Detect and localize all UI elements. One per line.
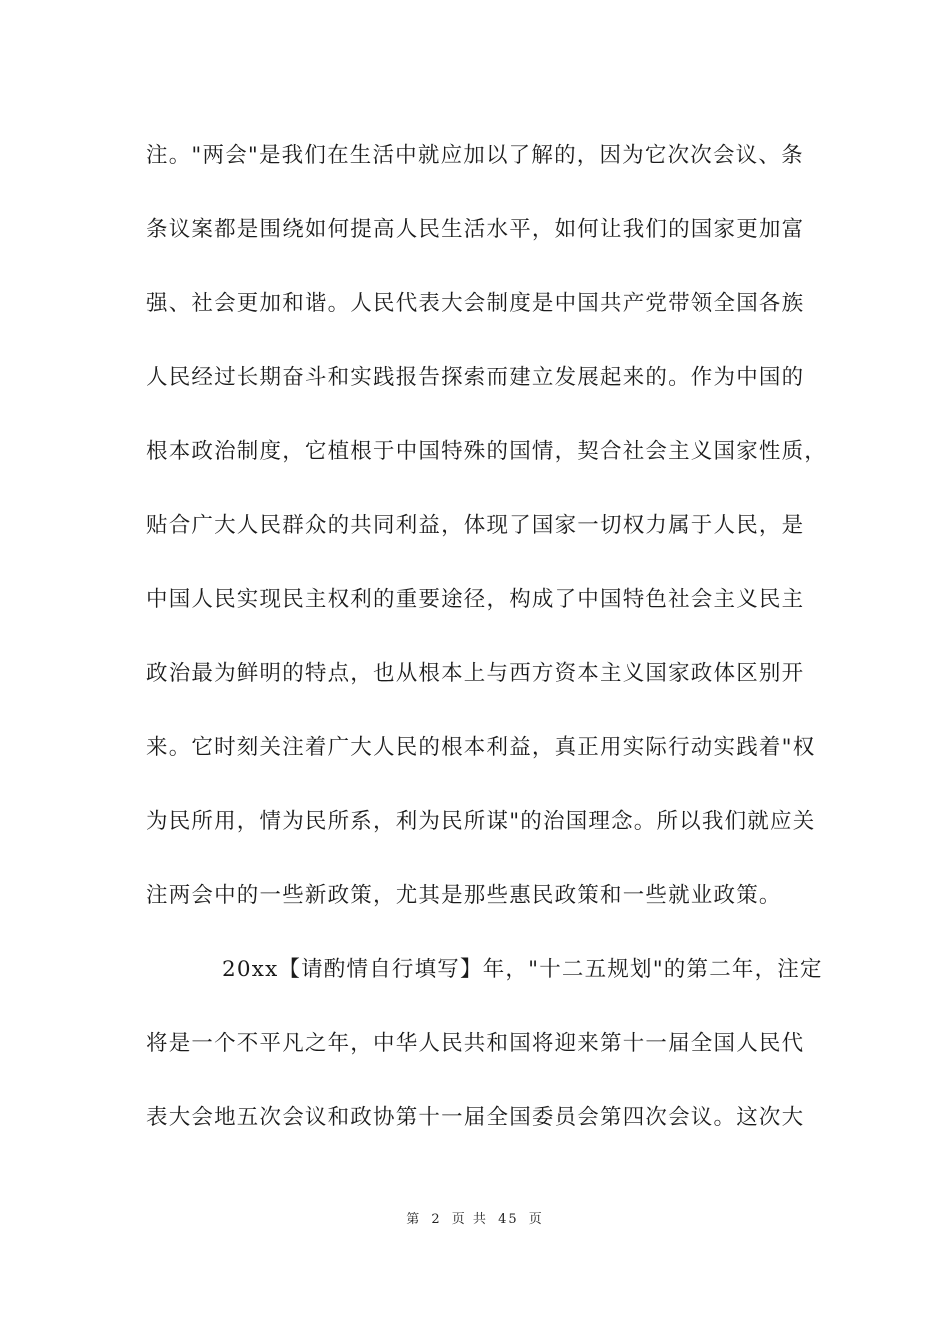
- text-line: 注两会中的一些新政策，尤其是那些惠民政策和一些就业政策。: [146, 883, 782, 908]
- text-line: 为民所用，情为民所系，利为民所谋"的治国理念。所以我们就应关: [146, 809, 816, 834]
- text-line: 根本政治制度，它植根于中国特殊的国情，契合社会主义国家性质，: [146, 439, 828, 464]
- text-line: 来。它时刻关注着广大人民的根本利益，真正用实际行动实践着"权: [146, 735, 816, 760]
- paragraph-first-line: 20xx【请酌情自行填写】年，"十二五规划"的第二年，注定: [222, 957, 823, 982]
- current-page-number: 2: [431, 1212, 442, 1227]
- footer-mid: 页 共: [451, 1212, 488, 1227]
- text-line: 强、社会更加和谐。人民代表大会制度是中国共产党带领全国各族: [146, 291, 805, 316]
- text-line: 条议案都是围绕如何提高人民生活水平，如何让我们的国家更加富: [146, 217, 805, 242]
- page-footer: [0, 1208, 950, 1227]
- total-pages-number: 45: [498, 1212, 519, 1227]
- text-line: 人民经过长期奋斗和实践报告探索而建立发展起来的。作为中国的: [146, 365, 805, 390]
- text-line: 表大会地五次会议和政协第十一届全国委员会第四次会议。这次大: [146, 1105, 805, 1130]
- text-line: 贴合广大人民群众的共同利益，体现了国家一切权力属于人民，是: [146, 513, 805, 538]
- text-line: 将是一个不平凡之年，中华人民共和国将迎来第十一届全国人民代: [146, 1031, 805, 1056]
- footer-suffix: 页: [528, 1212, 544, 1227]
- footer-prefix: 第: [406, 1212, 422, 1227]
- text-line: 注。"两会"是我们在生活中就应加以了解的，因为它次次会议、条: [146, 143, 804, 168]
- body-text: [146, 136, 828, 1172]
- text-line: 政治最为鲜明的特点，也从根本上与西方资本主义国家政体区别开: [146, 661, 805, 686]
- text-line: 中国人民实现民主权利的重要途径，构成了中国特色社会主义民主: [146, 587, 805, 612]
